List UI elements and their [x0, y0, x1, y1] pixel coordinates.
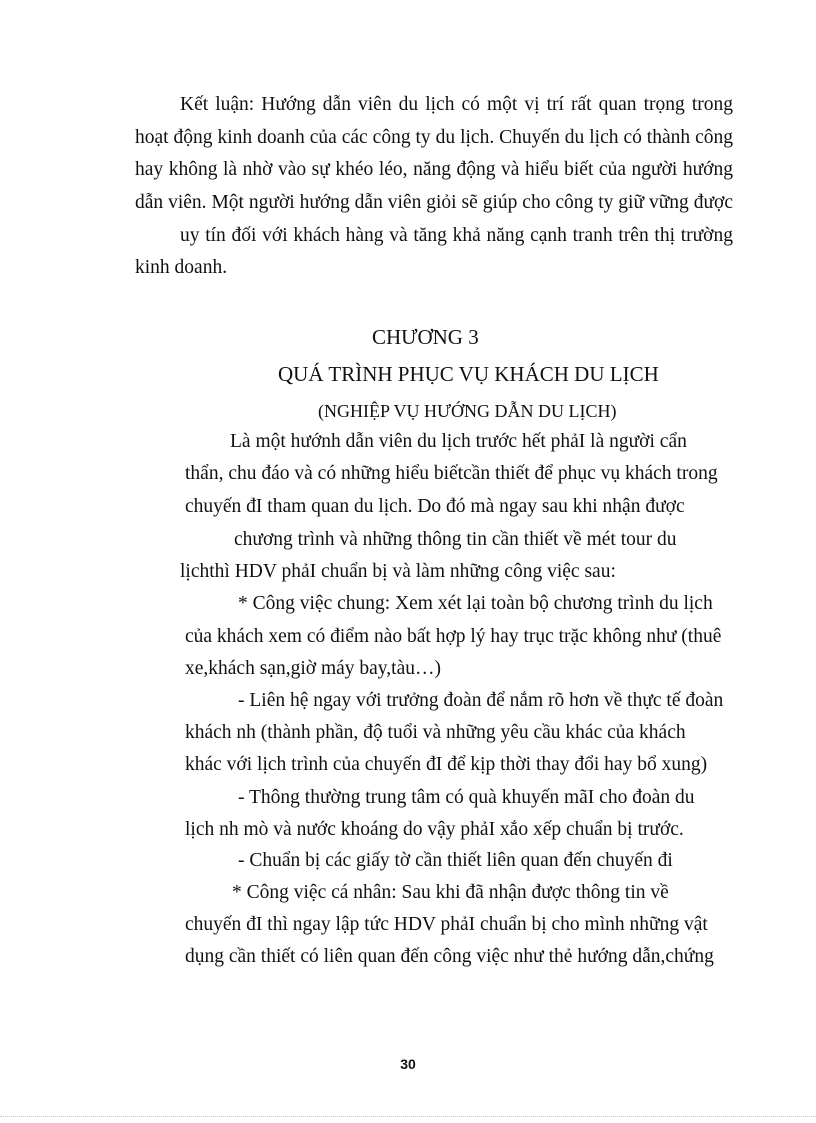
text-line: dẫn viên. Một người hướng dẫn viên giỏi sẽ giúp cho công ty giữ vững được	[135, 192, 733, 213]
text-line: lịchthì HDV phảI chuẩn bị và làm những công việc sau:	[180, 561, 616, 582]
text-line: Là một hướnh dẫn viên du lịch trước hết phảI là người cẩn	[230, 431, 687, 452]
text-line: uy tín đối với khách hàng và tăng khả năng cạnh tranh trên thị trường	[180, 225, 733, 246]
text-line: * Công việc chung: Xem xét lại toàn bộ chương trình du lịch	[238, 593, 713, 614]
text-line: chuyến đI tham quan du lịch. Do đó mà ngay sau khi nhận được	[185, 496, 685, 517]
text-line: lịch nh mò và nước khoáng do vậy phảI xắo xếp chuẩn bị trước.	[185, 819, 684, 840]
text-line: - Chuẩn bị các giấy tờ cần thiết liên quan đến chuyến đi	[238, 850, 673, 871]
text-line: kinh doanh.	[135, 257, 228, 278]
text-line: hoạt động kinh doanh của các công ty du lịch. Chuyến du lịch có thành công	[135, 127, 733, 148]
text-line: dụng cần thiết có liên quan đến công việc như thẻ hướng dẫn,chứng	[185, 946, 714, 967]
text-line: - Thông thường trung tâm có quà khuyến mãI cho đoàn du	[238, 787, 695, 808]
text-line: chương trình và những thông tin cần thiết về mét tour du	[234, 529, 677, 550]
page-number: 30	[400, 1056, 416, 1072]
chapter-number: CHƯƠNG 3	[372, 325, 479, 349]
text-line: * Công việc cá nhân: Sau khi đã nhận được thông tin về	[232, 882, 669, 903]
text-line: Kết luận: Hướng dẫn viên du lịch có một vị trí rất quan trọng trong	[180, 94, 733, 115]
text-line: thẩn, chu đáo và có những hiểu biếtcần thiết để phục vụ khách trong	[185, 463, 718, 484]
text-line: khách nh (thành phần, độ tuổi và những yêu cầu khác của khách	[185, 722, 686, 743]
text-line: hay không là nhờ vào sự khéo léo, năng động và hiểu biết của người hướng	[135, 159, 733, 180]
text-line: chuyến đI thì ngay lập tức HDV phảI chuẩn bị cho mình những vật	[185, 914, 708, 935]
text-line: - Liên hệ ngay với trưởng đoàn để nắm rõ hơn về thực tế đoàn	[238, 690, 724, 711]
page-bottom-rule	[0, 1116, 816, 1117]
chapter-title: QUÁ TRÌNH PHỤC VỤ KHÁCH DU LỊCH	[278, 362, 659, 386]
text-line: của khách xem có điểm nào bất hợp lý hay trục trặc không như (thuê	[185, 626, 722, 647]
text-line: xe,khách sạn,giờ máy bay,tàu…)	[185, 658, 441, 679]
chapter-subtitle: (NGHIỆP VỤ HƯỚNG DẪN DU LỊCH)	[318, 401, 617, 421]
text-line: khác với lịch trình của chuyến đI để kịp thời thay đổi hay bổ xung)	[185, 754, 708, 775]
